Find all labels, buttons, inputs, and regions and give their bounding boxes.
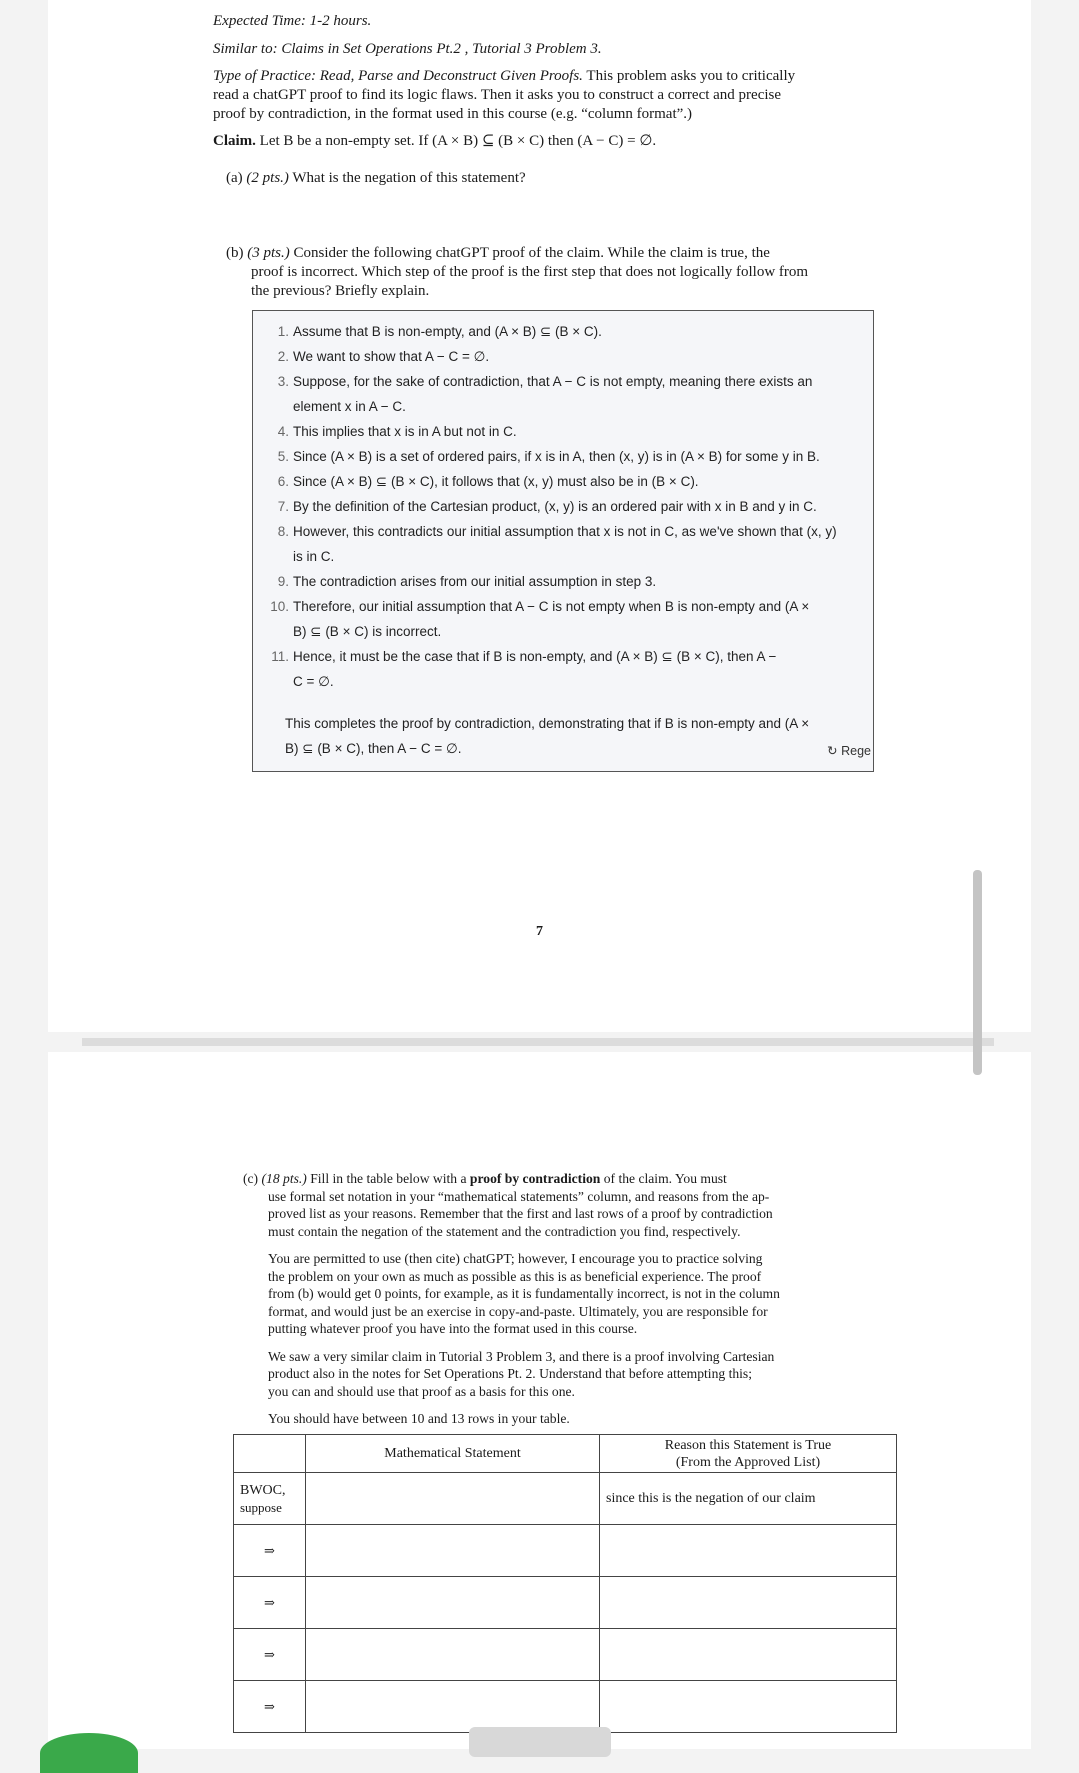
proof-step: 3. Suppose, for the sake of contradiction, that A − C is not empty, meaning there exists an element x in A − C. (277, 374, 813, 414)
proof-step: 8. However, this contradicts our initial assumption that x is not in C, as we've shown that (x, y) is in C. (277, 524, 837, 564)
part-a-question: (a) (2 pts.) What is the negation of this statement? (226, 170, 526, 186)
regenerate-button[interactable]: ↻ Rege (827, 744, 871, 758)
table-header-blank (234, 1435, 306, 1473)
part-c-instructions: (c) (18 pts.) Fill in the table below with a proof by contradiction of the claim. You must use formal set notation in your “mathematical statements” column, and reasons from the ap- proved list as your reasons. Remember that the first and last rows of a proof by contradiction must contain the negation of the statement and the contradiction you find, respectively. You are permitted to use (then cite) chatGPT; however, I encourage you to practice solving the problem on your own as much as possible as this is as beneficial experience. The proof from (b) would get 0 points, for example, as it is fundamentally incorrect, is not in the column format, and would just be an exercise in copy-and-paste. Ultimately, you are responsible for putting whatever proof you have into the format used in this course. We saw a very similar claim in Tutorial 3 Problem 3, and there is a proof involving Cartesian product also in the notes for Set Operations Pt. 2. Understand that before attempting this; you can and should use that proof as a basis for this one. You should have between 10 and 13 rows in your table. (243, 1171, 780, 1426)
proof-step: 7. By the definition of the Cartesian product, (x, y) is an ordered pair with x in B and y in C. (277, 499, 817, 514)
floating-action-button[interactable] (40, 1733, 138, 1773)
scrollbar[interactable] (973, 870, 982, 1075)
implies-symbol: ⇒ (234, 1525, 306, 1577)
implies-symbol: ⇒ (234, 1577, 306, 1629)
proof-summary: This completes the proof by contradiction, demonstrating that if B is non-empty and (A × B) ⊆ (B × C), then A − C = ∅. (285, 716, 810, 756)
reason-cell[interactable] (600, 1577, 897, 1629)
table-row (234, 1629, 897, 1681)
page-separator (82, 1038, 994, 1046)
statement-cell[interactable] (306, 1577, 600, 1629)
table-row (234, 1681, 897, 1733)
expected-time: Expected Time: 1-2 hours. (213, 13, 372, 29)
proof-steps-list (269, 319, 869, 694)
reason-cell[interactable] (600, 1681, 897, 1733)
proof-step: 1. Assume that B is non-empty, and (A × B) ⊆ (B × C). (277, 324, 602, 339)
part-b-question: (b) (3 pts.) Consider the following chatGPT proof of the claim. While the claim is true, the proof is incorrect. Which step of the proof is the first step that does not logically follow from the previous? Briefly explain. (226, 245, 809, 299)
proof-step: 4. This implies that x is in A but not in C. (277, 424, 517, 439)
practice-paragraph: Type of Practice: Read, Parse and Deconstruct Given Proofs. This problem asks you to critically read a chatGPT proof to find its logic flaws. Then it asks you to construct a correct and precise proof by contradiction, in the format used in this course (e.g. “column format”.) (213, 68, 796, 122)
proof-step: 10. Therefore, our initial assumption that A − C is not empty when B is non-empty and (A × B) ⊆ (B × C) is incorrect. (270, 599, 810, 639)
proof-step: 6. Since (A × B) ⊆ (B × C), it follows that (x, y) must also be in (B × C). (277, 474, 699, 489)
statement-cell[interactable] (306, 1525, 600, 1577)
page-indicator-pill[interactable] (469, 1727, 611, 1757)
page-number: 7 (536, 924, 543, 939)
similar-to: Similar to: Claims in Set Operations Pt.2 , Tutorial 3 Problem 3. (213, 41, 602, 57)
implies-symbol: ⇒ (234, 1681, 306, 1733)
reason-cell[interactable] (600, 1525, 897, 1577)
proof-table (233, 1434, 897, 1733)
table-row (234, 1525, 897, 1577)
table-header-row (234, 1435, 897, 1473)
proof-step: 11. Hence, it must be the case that if B is non-empty, and (A × B) ⊆ (B × C), then A − C = ∅. (271, 649, 777, 689)
table-row (234, 1577, 897, 1629)
proof-step: 2. We want to show that A − C = ∅. (277, 349, 490, 364)
refresh-icon: ↻ (827, 744, 838, 758)
implies-symbol: ⇒ (234, 1629, 306, 1681)
bwoc-label: BWOC, suppose (234, 1473, 306, 1525)
header-reason: Reason this Statement is True (From the Approved List) (600, 1435, 897, 1473)
chatgpt-proof-screenshot (252, 310, 874, 772)
claim: Claim. Let B be a non-empty set. If (A × B) ⊆ (B × C) then (A − C) = ∅. (213, 133, 657, 149)
proof-step: 9. The contradiction arises from our initial assumption in step 3. (277, 574, 657, 589)
table-row (234, 1473, 897, 1525)
proof-step: 5. Since (A × B) is a set of ordered pairs, if x is in A, then (x, y) is in (A × B) for some y in B. (277, 449, 820, 464)
statement-cell[interactable] (306, 1473, 600, 1525)
reason-cell[interactable] (600, 1629, 897, 1681)
statement-cell[interactable] (306, 1681, 600, 1733)
statement-cell[interactable] (306, 1629, 600, 1681)
reason-cell[interactable]: since this is the negation of our claim (600, 1473, 897, 1525)
header-mathematical-statement: Mathematical Statement (306, 1435, 600, 1473)
